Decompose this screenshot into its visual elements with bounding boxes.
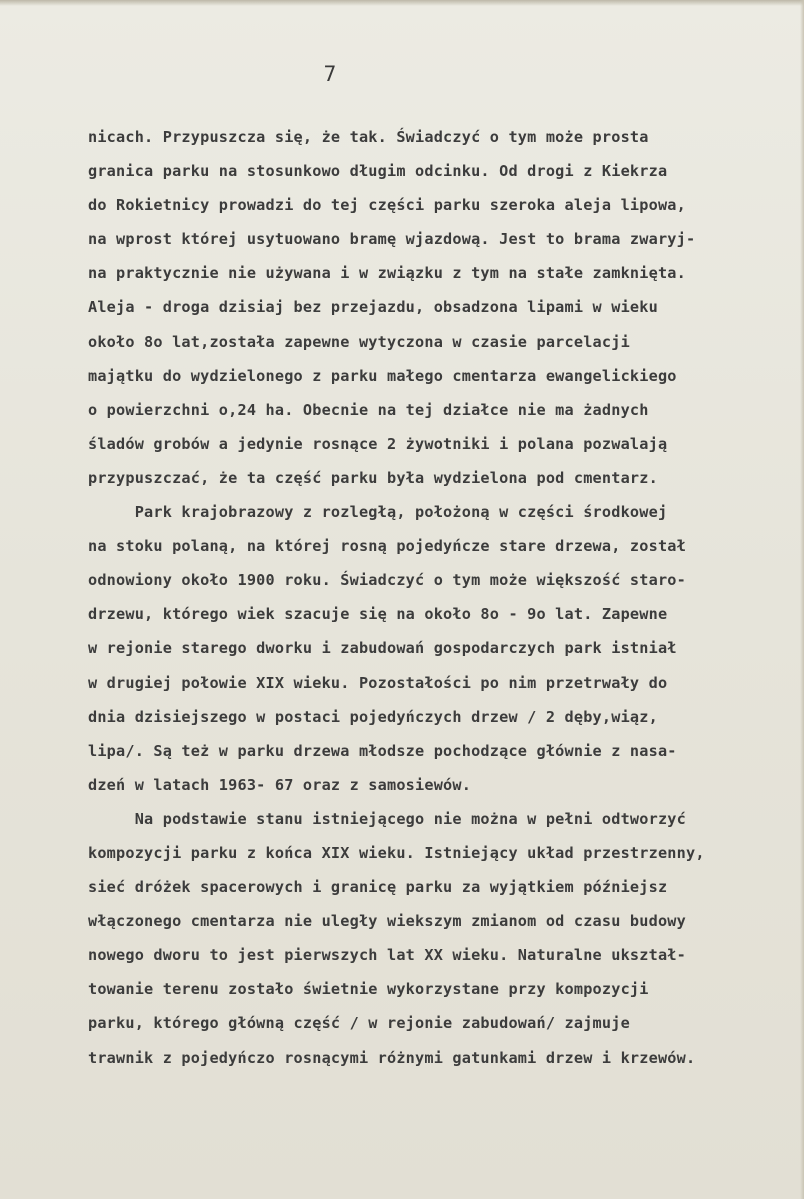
text-line: sieć dróżek spacerowych i granicę parku za wyjątkiem późniejsz — [88, 878, 668, 897]
text-line: trawnik z pojedyńczo rosnącymi różnymi gatunkami drzew i krzewów. — [88, 1048, 696, 1067]
text-line: w rejonie starego dworku i zabudowań gospodarczych park istniał — [88, 639, 677, 658]
text-line: na praktycznie nie używana i w związku z tym na stałe zamknięta. — [88, 264, 686, 283]
text-line: lipa/. Są też w parku drzewa młodsze pochodzące głównie z nasa- — [88, 741, 677, 760]
text-line: do Rokietnicy prowadzi do tej części parku szeroka aleja lipowa, — [88, 196, 686, 215]
text-line: o powierzchni o,24 ha. Obecnie na tej działce nie ma żadnych — [88, 400, 649, 419]
text-line: parku, którego główną część / w rejonie zabudowań/ zajmuje — [88, 1014, 630, 1033]
text-line: kompozycji parku z końca XIX wieku. Istniejący układ przestrzenny, — [88, 843, 705, 862]
text-line: granica parku na stosunkowo długim odcinku. Od drogi z Kiekrza — [88, 162, 668, 181]
page-top-edge — [0, 0, 804, 6]
text-line: Na podstawie stanu istniejącego nie można w pełni odtworzyć — [88, 809, 686, 828]
text-line: na wprost której usytuowano bramę wjazdową. Jest to brama zwaryj- — [88, 230, 696, 249]
page-number: 7 — [323, 62, 337, 86]
text-line: drzewu, którego wiek szacuje się na około 8o - 9o lat. Zapewne — [88, 605, 668, 624]
text-line: dzeń w latach 1963- 67 oraz z samosiewów. — [88, 775, 472, 794]
body-text — [88, 120, 798, 1075]
text-line: włączonego cmentarza nie uległy wiekszym zmianom od czasu budowy — [88, 912, 686, 931]
text-line: śladów grobów a jedynie rosnące 2 żywotniki i polana pozwalają — [88, 434, 668, 453]
text-line: majątku do wydzielonego z parku małego cmentarza ewangelickiego — [88, 366, 677, 385]
text-line: Park krajobrazowy z rozległą, położoną w części środkowej — [88, 503, 668, 522]
text-line: towanie terenu zostało świetnie wykorzystane przy kompozycji — [88, 980, 649, 999]
text-line: odnowiony około 1900 roku. Świadczyć o tym może większość staro- — [88, 571, 686, 590]
text-line: nicach. Przypuszcza się, że tak. Świadczyć o tym może prosta — [88, 128, 649, 146]
text-line: przypuszczać, że ta część parku była wydzielona pod cmentarz. — [88, 468, 658, 487]
text-line: około 8o lat,została zapewne wytyczona w czasie parcelacji — [88, 332, 630, 351]
text-line: Aleja - droga dzisiaj bez przejazdu, obsadzona lipami w wieku — [88, 298, 658, 317]
text-line: na stoku polaną, na której rosną pojedyńcze stare drzewa, został — [88, 537, 686, 556]
text-line: dnia dzisiejszego w postaci pojedyńczych drzew / 2 dęby,wiąz, — [88, 707, 658, 726]
page-right-edge — [800, 0, 804, 1199]
text-line: nowego dworu to jest pierwszych lat XX wieku. Naturalne ukształ- — [88, 946, 686, 965]
text-line: w drugiej połowie XIX wieku. Pozostałości po nim przetrwały do — [88, 673, 668, 692]
